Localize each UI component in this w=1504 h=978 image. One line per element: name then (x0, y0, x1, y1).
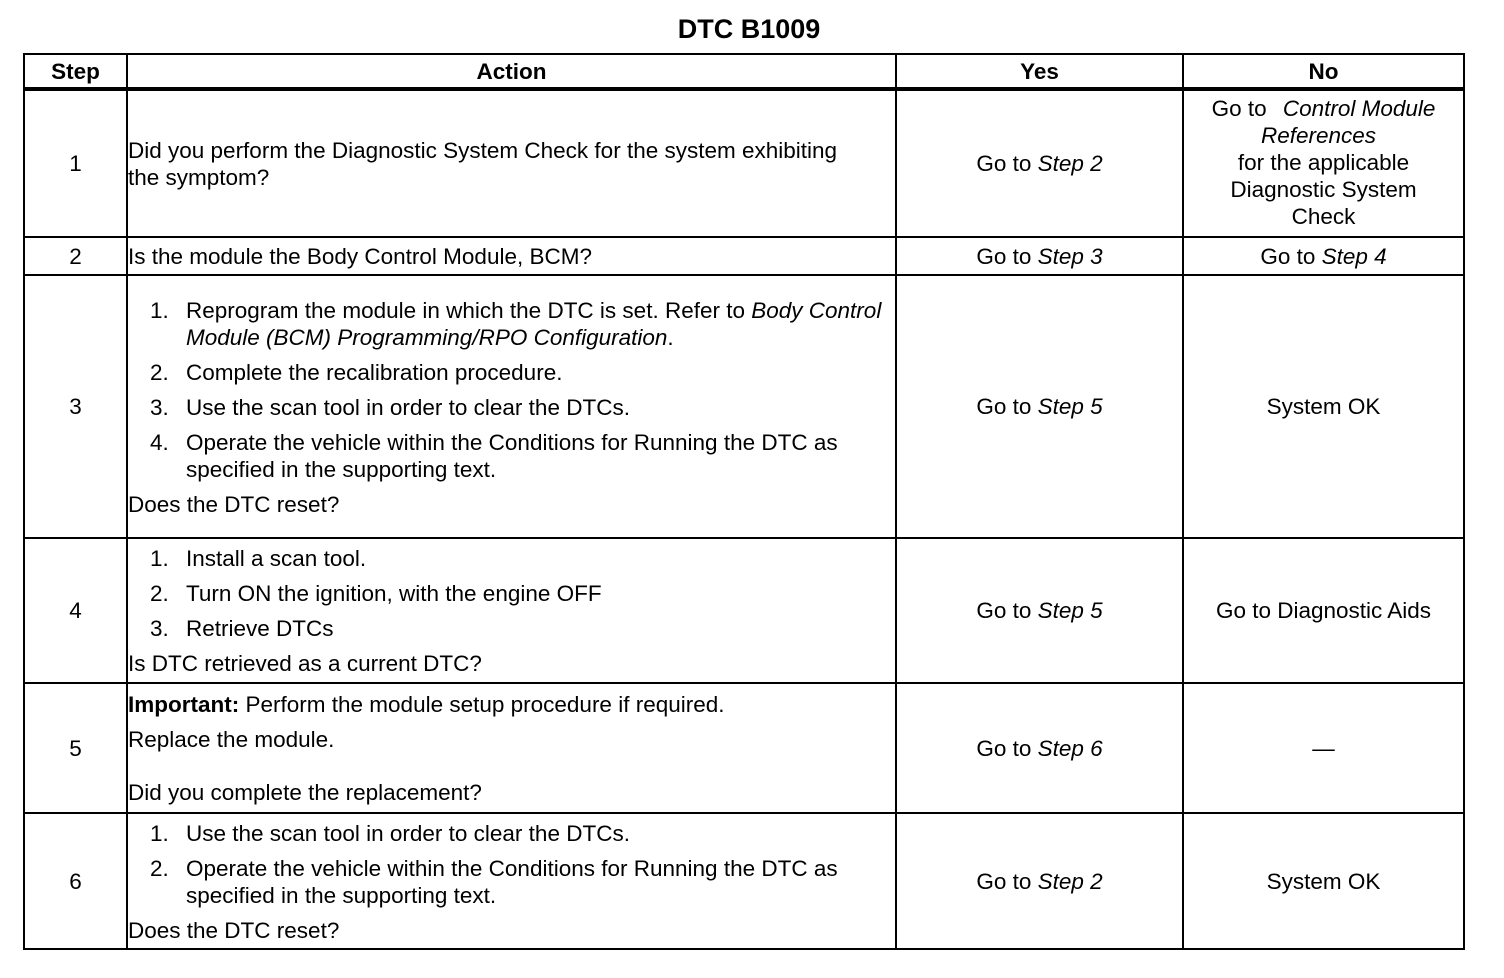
reference-link[interactable]: Body Control Module (BCM) Programming/RPO Configuration (186, 297, 882, 350)
important-text: Perform the module setup procedure if required. (239, 691, 725, 717)
list-item: 4. Operate the vehicle within the Conditions for Running the DTC as specified in the supporting text. (150, 429, 838, 482)
step-number: 4 (24, 538, 127, 683)
step-number: 2 (24, 237, 127, 275)
question-text: Is the module the Body Control Module, BCM? (128, 243, 592, 269)
yes-prefix: Go to (976, 243, 1038, 269)
no-cell: System OK (1183, 813, 1464, 949)
no-suffix: for the applicable Diagnostic System Check (1230, 150, 1417, 229)
table-row (24, 683, 1464, 813)
table-row (24, 237, 1464, 275)
question-text: Did you complete the replacement? (128, 779, 482, 805)
yes-cell (896, 89, 1183, 237)
yes-prefix: Go to (976, 868, 1038, 894)
list-item: 2. Complete the recalibration procedure. (150, 359, 563, 385)
step-link[interactable]: Step 2 (1037, 868, 1103, 894)
reference-link[interactable]: Control Module References (1260, 96, 1436, 148)
yes-cell (896, 538, 1183, 683)
step-link[interactable]: Step 6 (1037, 735, 1103, 761)
no-cell: System OK (1183, 275, 1464, 538)
action-cell (127, 275, 896, 538)
action-cell (127, 237, 896, 275)
list-item: 1. Install a scan tool. (150, 546, 367, 571)
no-cell (1183, 237, 1464, 275)
header-action: Action (127, 54, 896, 89)
question-text: Does the DTC reset? (128, 491, 340, 517)
step-link[interactable]: Step 5 (1037, 598, 1103, 623)
no-prefix: Go to (1260, 243, 1322, 269)
no-cell: — (1183, 683, 1464, 813)
question-text: Is DTC retrieved as a current DTC? (128, 651, 482, 676)
header-yes: Yes (896, 54, 1183, 89)
step-number: 6 (24, 813, 127, 949)
important-note (128, 691, 895, 718)
list-item: 3. Use the scan tool in order to clear the DTCs. (150, 394, 630, 420)
header-no: No (1183, 54, 1464, 89)
table-row (24, 89, 1464, 237)
no-prefix: Go to (1211, 96, 1273, 121)
table-row (24, 538, 1464, 683)
page-title: DTC B1009 (677, 14, 821, 44)
step-link[interactable]: Step 4 (1321, 243, 1387, 269)
instruction-text: Replace the module. (128, 726, 335, 752)
yes-prefix: Go to (976, 151, 1038, 176)
list-item: 2. Operate the vehicle within the Conditions for Running the DTC as specified in the supporting text. (150, 855, 838, 908)
step-number: 3 (24, 275, 127, 538)
yes-cell (896, 813, 1183, 949)
table-row (24, 813, 1464, 949)
header-step: Step (24, 54, 127, 89)
action-cell (127, 683, 896, 813)
step-number: 5 (24, 683, 127, 813)
list-item: 3. Retrieve DTCs (150, 616, 334, 641)
step-link[interactable]: Step 5 (1037, 394, 1103, 419)
list-item: 1. Use the scan tool in order to clear the DTCs. (150, 820, 630, 846)
action-cell (127, 813, 896, 949)
action-cell (127, 538, 896, 683)
yes-prefix: Go to (976, 394, 1038, 419)
yes-cell (896, 237, 1183, 275)
yes-cell (896, 683, 1183, 813)
step-link[interactable]: Step 2 (1037, 151, 1103, 176)
no-cell (1183, 89, 1464, 237)
yes-cell (896, 275, 1183, 538)
question-text: Does the DTC reset? (128, 917, 340, 943)
diagnostic-table (23, 53, 1465, 950)
step-number: 1 (24, 89, 127, 237)
step-link[interactable]: Step 3 (1037, 243, 1103, 269)
important-label: Important: (128, 691, 240, 717)
list-item: 2. Turn ON the ignition, with the engine OFF (150, 581, 602, 606)
yes-prefix: Go to (976, 735, 1038, 761)
list-item: 1. Reprogram the module in which the DTC is set. Refer to Body Control Module (BCM) Programming/RPO Configuration. (150, 297, 882, 350)
question-text: Did you perform the Diagnostic System Check for the system exhibiting the symptom? (128, 137, 838, 190)
action-cell (127, 89, 896, 237)
no-cell: Go to Diagnostic Aids (1183, 538, 1464, 683)
header-row (24, 54, 1464, 89)
table-row (24, 275, 1464, 538)
yes-prefix: Go to (976, 598, 1038, 623)
